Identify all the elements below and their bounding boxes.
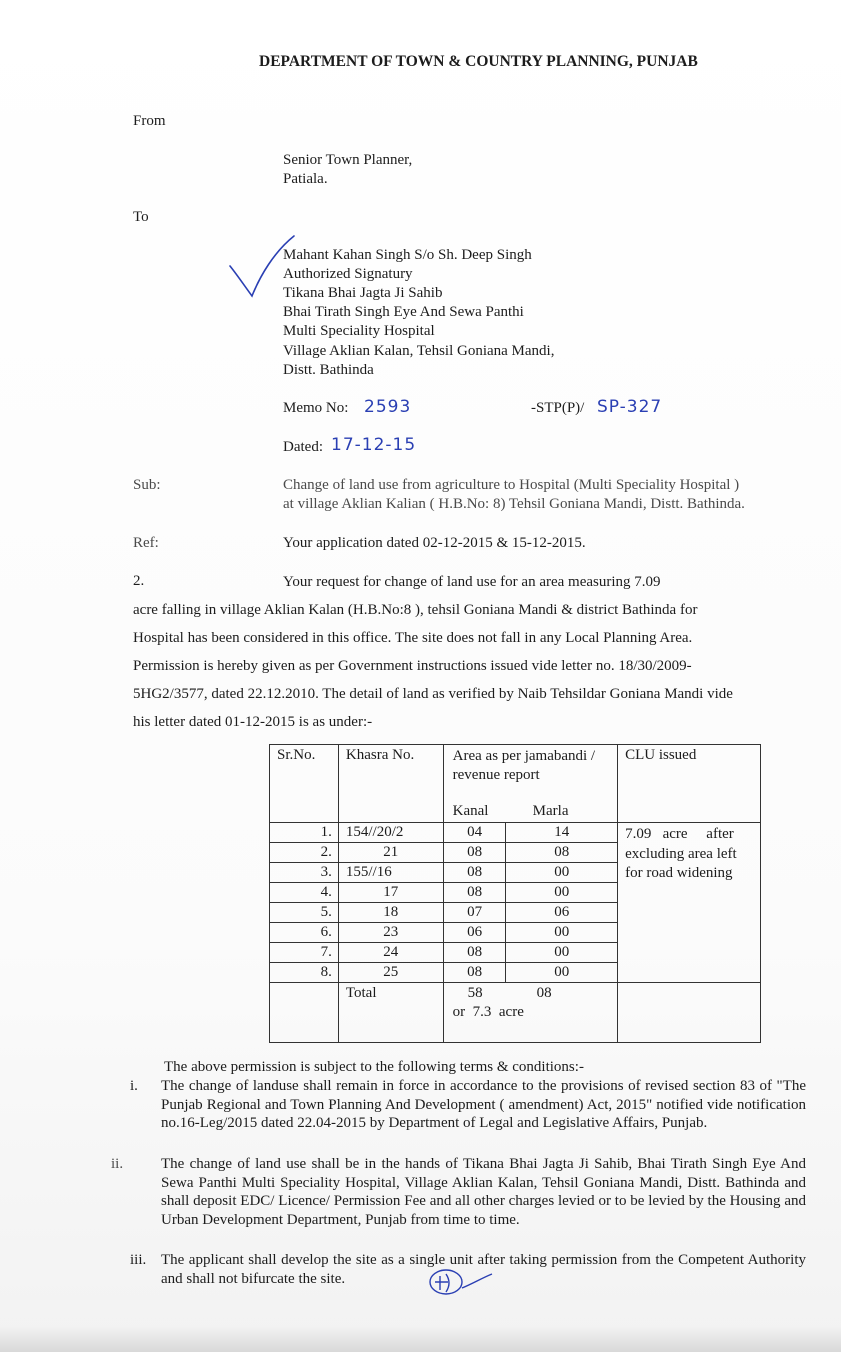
row-marla: 00 xyxy=(506,863,618,883)
header-kanal: Kanal xyxy=(452,803,489,819)
row-kanal: 08 xyxy=(443,963,506,983)
dated-value-handwritten: 17-12-15 xyxy=(331,435,417,455)
condition-3-number: iii. xyxy=(130,1252,147,1268)
ref-text: Your application dated 02-12-2015 & 15-12-2015. xyxy=(283,535,586,551)
to-label: To xyxy=(133,209,149,225)
condition-2-text: The change of land use shall be in the hands of Tikana Bhai Jagta Ji Sahib, Bhai Tirath Singh Eye And Sewa Panthi Multi Speciality Hospital, Village Aklian Kalan, Tehsil Goniana Mandi, Distt. Bathinda and shall deposit EDC/ Licence/ Permission Fee and all other charges levied or to be levied by the Housing and Urban Development Department, Punjab from time to time. xyxy=(161,1156,806,1228)
from-line-1: Senior Town Planner, xyxy=(283,152,413,168)
total-label: Total xyxy=(338,983,443,1043)
row-marla: 08 xyxy=(506,843,618,863)
total-area-cell xyxy=(443,983,617,1043)
to-line-5: Multi Speciality Hospital xyxy=(283,323,435,339)
condition-1-number: i. xyxy=(130,1078,138,1094)
row-kanal: 08 xyxy=(443,843,506,863)
condition-3-text: The applicant shall develop the site as a single unit after taking permission from the Competent Authority and shall not bifurcate the site. xyxy=(161,1252,806,1287)
body-line-5: 5HG2/3577, dated 22.12.2010. The detail of land as verified by Naib Tehsildar Goniana Mandi vide xyxy=(133,686,733,702)
sub-label: Sub: xyxy=(133,477,161,493)
row-khasra: 21 xyxy=(338,843,443,863)
header-clu-issued: CLU issued xyxy=(618,745,761,823)
body-line-2: acre falling in village Aklian Kalan (H.B.No:8 ), tehsil Goniana Mandi & district Bathinda for xyxy=(133,602,698,618)
clu-line-2: excluding area left xyxy=(625,845,737,862)
row-marla: 06 xyxy=(506,903,618,923)
row-marla: 00 xyxy=(506,923,618,943)
row-sr: 8. xyxy=(270,963,339,983)
body-paragraph xyxy=(133,596,810,736)
total-acre: or 7.3 acre xyxy=(452,1004,524,1020)
header-area xyxy=(443,745,617,823)
to-line-7: Distt. Bathinda xyxy=(283,362,374,378)
header-khasra-no: Khasra No. xyxy=(338,745,443,823)
row-kanal: 04 xyxy=(443,823,506,843)
sub-line-1: Change of land use from agriculture to Hospital (Multi Speciality Hospital ) xyxy=(283,477,740,493)
table-header-row xyxy=(270,745,761,823)
header-area-line-2: revenue report xyxy=(452,767,540,783)
row-khasra: 154//20/2 xyxy=(338,823,443,843)
clu-line-1: 7.09 acre after xyxy=(625,826,734,842)
row-sr: 1. xyxy=(270,823,339,843)
header-area-line-1: Area as per jamabandi / xyxy=(452,748,596,764)
row-kanal: 07 xyxy=(443,903,506,923)
dated-label: Dated: xyxy=(283,439,323,455)
ref-label: Ref: xyxy=(133,535,159,551)
total-marla: 08 xyxy=(536,985,552,1001)
row-marla: 14 xyxy=(506,823,618,843)
clu-issued-cell xyxy=(618,823,761,983)
table-row xyxy=(270,823,761,843)
row-marla: 00 xyxy=(506,943,618,963)
to-line-3: Tikana Bhai Jagta Ji Sahib xyxy=(283,285,443,301)
row-sr: 5. xyxy=(270,903,339,923)
row-khasra: 25 xyxy=(338,963,443,983)
initials-signature-icon xyxy=(424,1262,496,1302)
row-sr: 6. xyxy=(270,923,339,943)
clu-line-3: for road widening xyxy=(625,865,733,881)
row-khasra: 18 xyxy=(338,903,443,923)
department-heading: DEPARTMENT OF TOWN & COUNTRY PLANNING, PUNJAB xyxy=(259,53,698,70)
condition-2-number: ii. xyxy=(111,1156,124,1172)
row-kanal: 08 xyxy=(443,863,506,883)
page-bottom-shadow xyxy=(0,1326,841,1352)
row-marla: 00 xyxy=(506,883,618,903)
header-sr-no: Sr.No. xyxy=(270,745,339,823)
row-khasra: 17 xyxy=(338,883,443,903)
body-paragraph-first-line xyxy=(283,568,810,596)
body-line-1: Your request for change of land use for an area measuring 7.09 xyxy=(283,574,661,590)
total-clu-cell xyxy=(618,983,761,1043)
header-marla: Marla xyxy=(532,803,569,819)
row-khasra: 155//16 xyxy=(338,863,443,883)
from-line-2: Patiala. xyxy=(283,171,328,187)
paragraph-number: 2. xyxy=(133,573,145,589)
stp-value-handwritten: SP-327 xyxy=(597,397,663,417)
total-empty-cell xyxy=(270,983,339,1043)
to-line-4: Bhai Tirath Singh Eye And Sewa Panthi xyxy=(283,304,524,320)
sub-line-2: at village Aklian Kalian ( H.B.No: 8) Tehsil Goniana Mandi, Distt. Bathinda. xyxy=(283,496,745,512)
row-sr: 3. xyxy=(270,863,339,883)
land-details-table xyxy=(269,744,761,1043)
total-kanal: 58 xyxy=(467,985,483,1001)
row-sr: 7. xyxy=(270,943,339,963)
body-line-3: Hospital has been considered in this office. The site does not fall in any Local Planning Area. xyxy=(133,630,693,646)
to-line-2: Authorized Signatury xyxy=(283,266,413,282)
row-kanal: 06 xyxy=(443,923,506,943)
conditions-intro: The above permission is subject to the following terms & conditions:- xyxy=(164,1059,584,1075)
to-line-1: Mahant Kahan Singh S/o Sh. Deep Singh xyxy=(283,247,532,263)
to-line-6: Village Aklian Kalan, Tehsil Goniana Mandi, xyxy=(283,343,555,359)
memo-number-handwritten: 2593 xyxy=(364,397,412,417)
body-line-4: Permission is hereby given as per Government instructions issued vide letter no. 18/30/2009- xyxy=(133,658,692,674)
row-kanal: 08 xyxy=(443,943,506,963)
stp-label: -STP(P)/ xyxy=(531,400,585,416)
table-total-row xyxy=(270,983,761,1043)
from-label: From xyxy=(133,113,166,129)
row-marla: 00 xyxy=(506,963,618,983)
memo-label: Memo No: xyxy=(283,400,349,416)
row-sr: 4. xyxy=(270,883,339,903)
body-line-6: his letter dated 01-12-2015 is as under:- xyxy=(133,714,373,730)
row-khasra: 24 xyxy=(338,943,443,963)
row-kanal: 08 xyxy=(443,883,506,903)
row-khasra: 23 xyxy=(338,923,443,943)
row-sr: 2. xyxy=(270,843,339,863)
condition-1-text: The change of landuse shall remain in force in accordance to the provisions of revised section 83 of "The Punjab Regional and Town Planning And Development ( amendment) Act, 2015" notified vide notification no.16-Leg/2015 dated 22.04-2015 by Department of Legal and Legislative Affairs, Punjab. xyxy=(161,1078,806,1131)
